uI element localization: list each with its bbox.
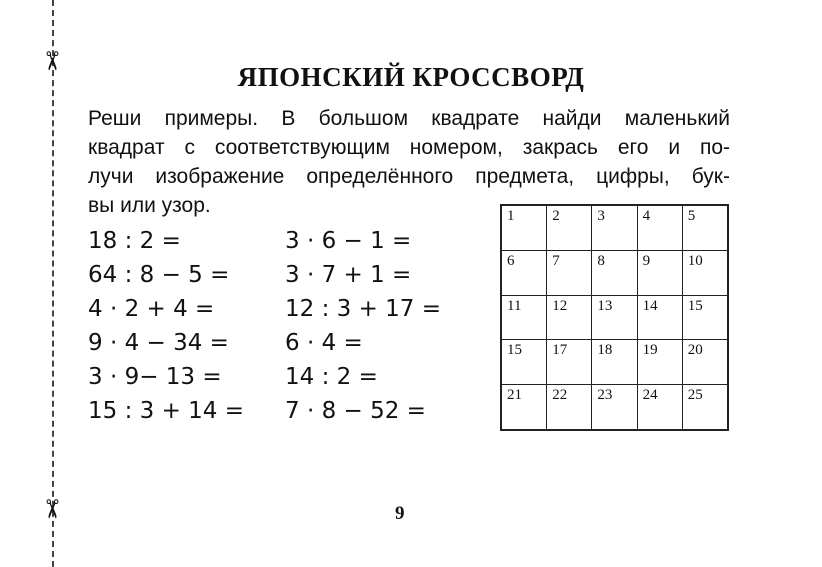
example: 3 · 6 − 1 = [285, 228, 412, 254]
example: 18 : 2 = [88, 228, 181, 254]
grid-cell: 11 [502, 295, 547, 340]
example: 12 : 3 + 17 = [285, 296, 442, 322]
grid-cell: 19 [637, 340, 682, 385]
instruction-line: квадрат с соответствующим номером, закрась его и по- [88, 136, 730, 159]
page-title: ЯПОНСКИЙ КРОССВОРД [237, 62, 585, 92]
grid-cell: 15 [682, 295, 727, 340]
example: 7 · 8 − 52 = [285, 398, 426, 424]
examples-left-column [88, 224, 244, 428]
grid-cell: 1 [502, 206, 547, 251]
grid-cell: 25 [682, 385, 727, 430]
instruction-line: вы или узор. [88, 194, 211, 217]
example: 3 · 9− 13 = [88, 364, 222, 390]
crossword-grid [500, 204, 729, 431]
example: 64 : 8 − 5 = [88, 262, 230, 288]
grid-cell: 7 [547, 250, 592, 295]
grid-cell: 5 [682, 206, 727, 251]
grid-cell: 17 [547, 340, 592, 385]
grid-cell: 15 [502, 340, 547, 385]
grid-cell: 18 [592, 340, 637, 385]
grid-cell: 3 [592, 206, 637, 251]
grid-cell: 10 [682, 250, 727, 295]
example: 9 · 4 − 34 = [88, 330, 229, 356]
scissors-icon: ✂ [35, 498, 66, 520]
grid-cell: 12 [547, 295, 592, 340]
instructions [88, 104, 730, 220]
example: 6 · 4 = [285, 330, 363, 356]
grid-cell: 21 [502, 385, 547, 430]
example: 3 · 7 + 1 = [285, 262, 412, 288]
instruction-line: лучи изображение определённого предмета, цифры, бук- [88, 165, 730, 188]
grid-cell: 2 [547, 206, 592, 251]
scissors-icon: ✂ [35, 50, 66, 72]
grid-cell: 20 [682, 340, 727, 385]
grid-cell: 9 [637, 250, 682, 295]
examples-right-column [285, 224, 441, 428]
grid-cell: 14 [637, 295, 682, 340]
grid-cell: 23 [592, 385, 637, 430]
example: 14 : 2 = [285, 364, 378, 390]
grid-cell: 13 [592, 295, 637, 340]
example: 15 : 3 + 14 = [88, 398, 245, 424]
instruction-line: Реши примеры. В большом квадрате найди маленький [88, 107, 730, 130]
grid-cell: 8 [592, 250, 637, 295]
grid-cell: 22 [547, 385, 592, 430]
grid-cell: 6 [502, 250, 547, 295]
grid-cell: 4 [637, 206, 682, 251]
example: 4 · 2 + 4 = [88, 296, 215, 322]
page-number: 9 [395, 503, 405, 524]
grid-cell: 24 [637, 385, 682, 430]
